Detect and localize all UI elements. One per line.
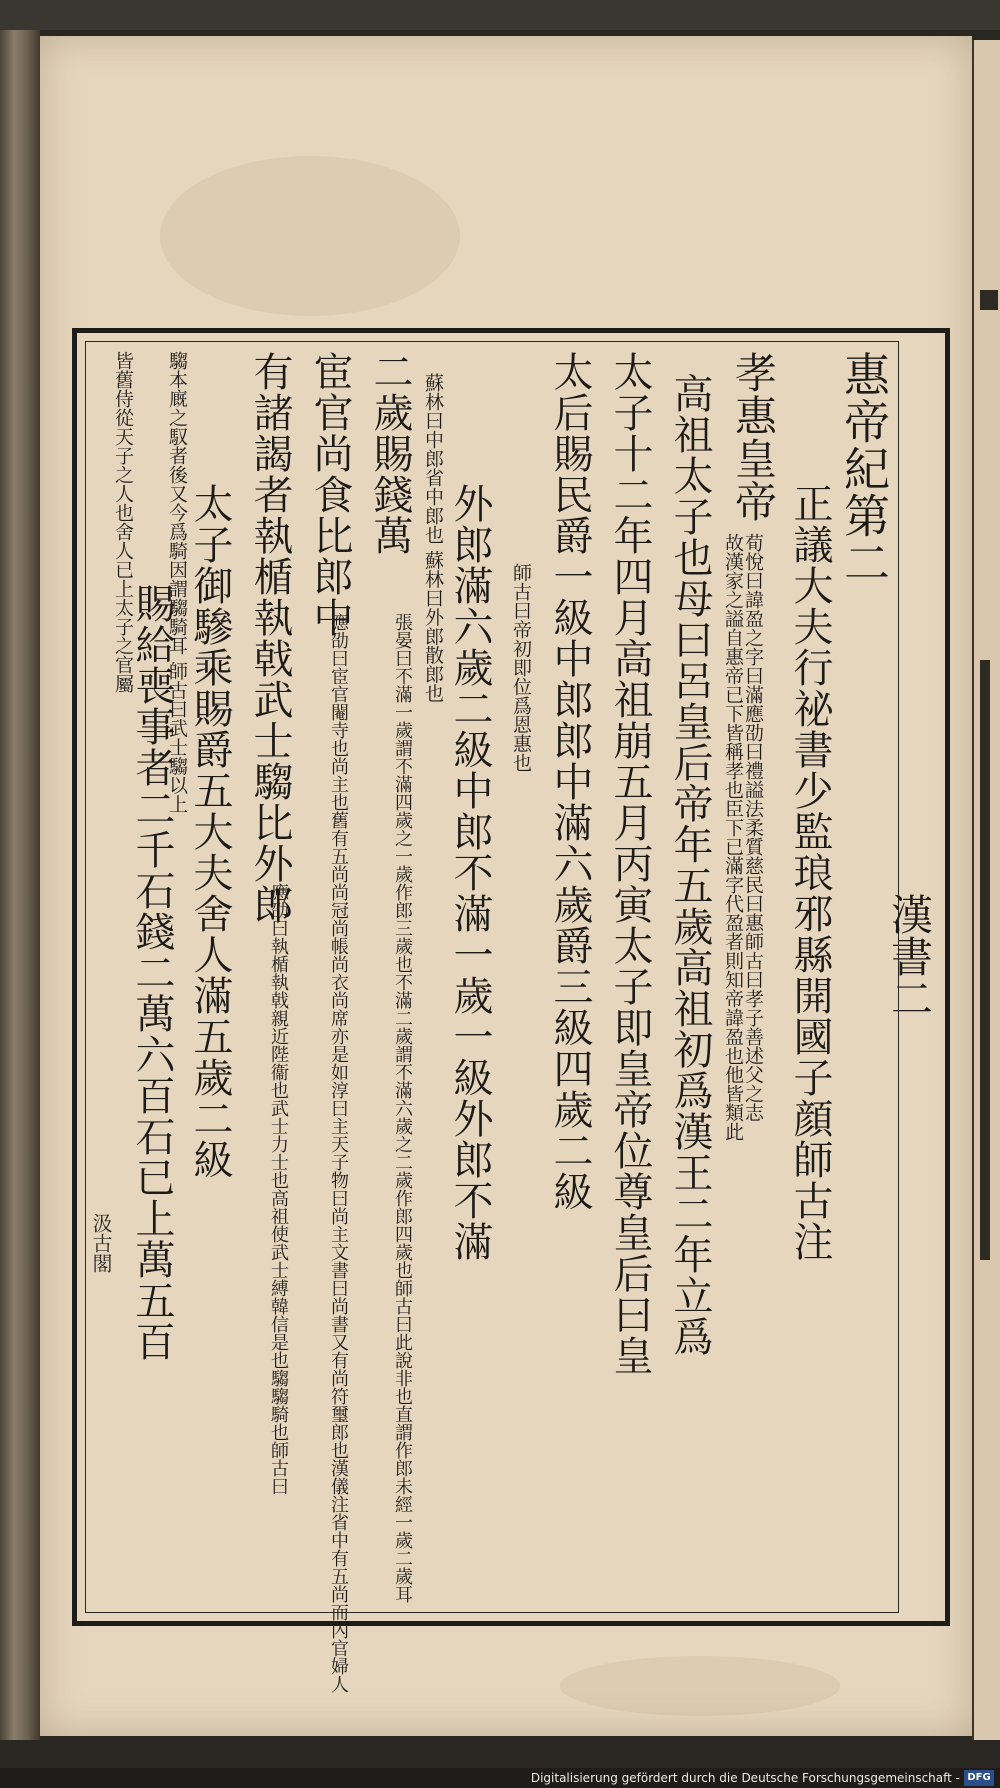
scan-background	[0, 0, 1000, 30]
text-column: 宦官尚食比郎中	[307, 351, 353, 638]
text-column: 孝惠皇帝	[729, 351, 778, 523]
annotation-column: 張晏曰不滿一歲謂不滿四歲之一歲作郎三歲也不滿二歲謂不滿六歲之二歲作郎四歲也師古曰此說非也直謂作郎未經一歲二歲耳	[392, 613, 413, 1603]
publisher-mark: 汲古閣	[89, 1213, 113, 1273]
text-column: 高祖太子也母曰呂皇后帝年五歲高祖初爲漢王二年立爲	[667, 373, 713, 1357]
annotation-column: 師古曰帝初即位爲恩惠也	[510, 563, 532, 772]
book-page	[40, 36, 972, 1736]
text-column: 有諸謁者執楯執戟武士騶比外郎	[247, 351, 293, 925]
paper-stain	[560, 1656, 840, 1716]
chapter-title: 惠帝紀第二	[837, 351, 891, 586]
annotation-column: 騶本廐之馭者後又今爲騎因謂騶騎耳 師古曰武士騶以上	[166, 351, 188, 814]
text-column: 二歲賜錢萬	[367, 351, 413, 556]
text-column: 外郎滿六歲二級中郎不滿一歲一級外郎不滿	[447, 483, 493, 1262]
annotation-column: 應劭曰執楯執戟親近陛衞也武士力士也高祖使武士縛韓信是也騶騶騎也師古曰	[268, 883, 289, 1495]
text-frame	[72, 328, 950, 1693]
digitization-footer	[0, 1768, 1000, 1788]
text-column: 太后賜民爵一級中郎郎中滿六歲爵三級四歲二級	[547, 351, 593, 1212]
paper-stain	[160, 156, 460, 316]
digitization-credit: Digitalisierung gefördert durch die Deutsche Forschungsgemeinschaft -	[530, 1771, 960, 1785]
book-spine	[0, 30, 40, 1740]
annotation-text: 荀悅曰諱盈之字曰滿應劭曰禮謚法柔質慈民曰惠師古曰孝子善述父之志	[742, 533, 764, 1122]
text-column: 賜給喪事者二千石錢二萬六百石已上萬五百	[129, 583, 175, 1362]
edge-mark	[980, 660, 990, 1260]
annotation-column: 皆舊侍從天子之人也舍人已上太子之官屬	[112, 351, 134, 693]
annotation-column: 蘇林曰中郎省中郎也 蘇林曰外郎散郎也	[422, 373, 444, 703]
adjacent-page-edge	[972, 40, 1000, 1740]
text-column: 太子御驂乘賜爵五大夫舍人滿五歲二級	[187, 483, 233, 1180]
text-column: 正議大夫行祕書少監琅邪縣開國子顔師古注	[787, 483, 833, 1262]
annotation-column: 應劭曰宦官閹寺也尚主也舊有五尚尚冠尚帳尚衣尚席亦是如淳曰主天子物曰尚主文書曰尚書又有尚符璽郎也漢儀注省中有五尚而內官婦人	[328, 613, 349, 1693]
dfg-logo: DFG	[964, 1770, 994, 1786]
edge-mark	[980, 290, 998, 310]
text-column: 太子十二年四月高祖崩五月丙寅太子即皇帝位尊皇后曰皇	[607, 351, 653, 1376]
annotation-column	[721, 533, 745, 1633]
running-title: 漢書二	[885, 893, 934, 1019]
annotation-text: 故漢家之謚自惠帝已下皆稱孝也臣下已滿字代盈者則知帝諱盈也他皆類此	[722, 533, 744, 1141]
